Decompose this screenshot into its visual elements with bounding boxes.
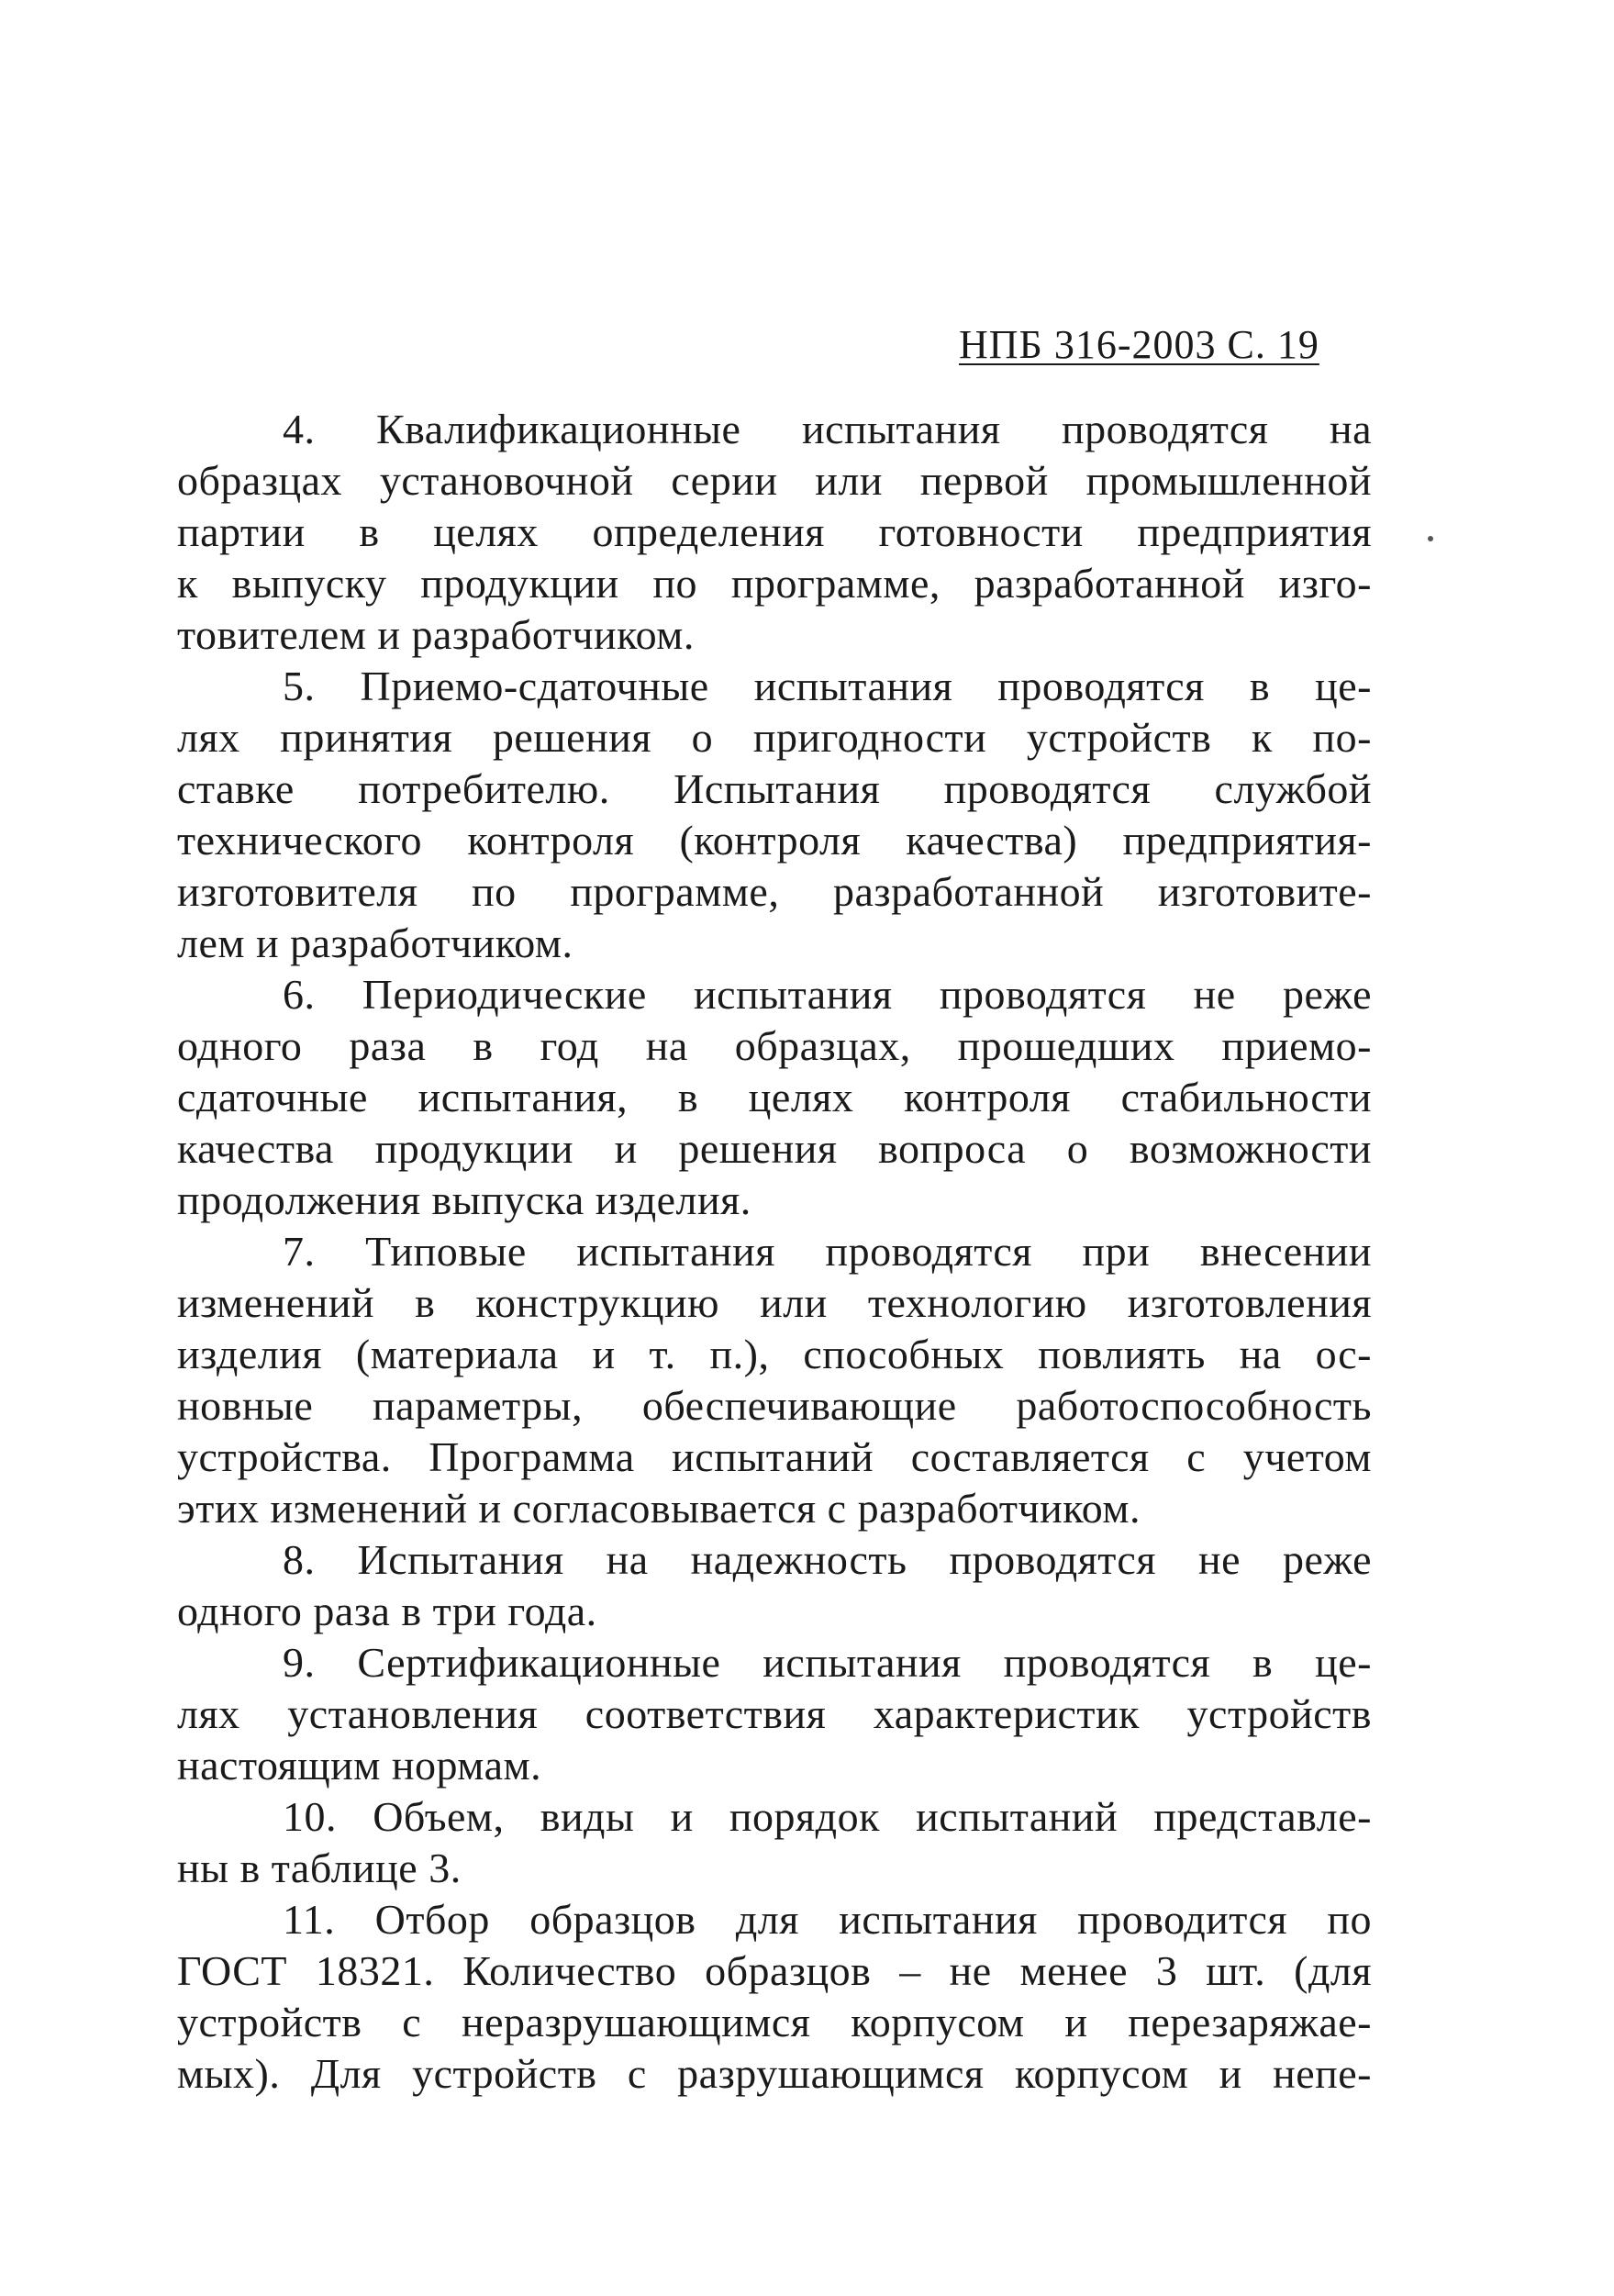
- text-line: устройств с неразрушающимся корпусом и перезаряжае-: [177, 1999, 1372, 2045]
- text-line: технического контроля (контроля качества) предприятия-: [177, 817, 1372, 864]
- text-line: ны в таблице 3.: [177, 1845, 462, 1891]
- text-line: изделия (материала и т. п.), способных повлиять на ос-: [177, 1331, 1372, 1377]
- paragraph: [177, 404, 1372, 661]
- text-line: 11. Отбор образцов для испытания проводится по: [283, 1896, 1372, 1943]
- text-line: одного раза в год на образцах, прошедших приемо-: [177, 1022, 1372, 1069]
- text-line: устройства. Программа испытаний составляется с учетом: [177, 1433, 1372, 1480]
- text-line: 6. Периодические испытания проводятся не реже: [283, 971, 1372, 1018]
- paragraph: [177, 1534, 1372, 1637]
- paragraph: [177, 661, 1372, 969]
- text-line: 4. Квалификационные испытания проводятся на: [283, 406, 1372, 452]
- text-line: 10. Объем, виды и порядок испытаний представле-: [283, 1793, 1372, 1840]
- text-line: лем и разработчиком.: [177, 920, 573, 966]
- text-line: качества продукции и решения вопроса о возможности: [177, 1125, 1372, 1172]
- paragraph: [177, 969, 1372, 1226]
- scan-speck: [1428, 536, 1433, 541]
- text-line: лях принятия решения о пригодности устройств к по-: [177, 714, 1372, 761]
- running-header: НПБ 316-2003 С. 19: [959, 322, 1319, 367]
- text-line: ГОСТ 18321. Количество образцов – не менее 3 шт. (для: [177, 1947, 1372, 1994]
- text-line: лях установления соответствия характеристик устройств: [177, 1690, 1372, 1737]
- paragraph: [177, 1637, 1372, 1791]
- text-line: продолжения выпуска изделия.: [177, 1176, 751, 1223]
- text-line: 8. Испытания на надежность проводятся не реже: [283, 1536, 1372, 1583]
- text-line: изменений в конструкцию или технологию изготовления: [177, 1279, 1372, 1326]
- text-line: ставке потребителю. Испытания проводятся службой: [177, 765, 1372, 812]
- paragraph: [177, 1894, 1372, 2100]
- text-line: партии в целях определения готовности предприятия: [177, 508, 1372, 555]
- text-line: новные параметры, обеспечивающие работоспособность: [177, 1382, 1372, 1429]
- text-line: этих изменений и согласовывается с разработчиком.: [177, 1485, 1141, 1532]
- paragraph: [177, 1226, 1372, 1534]
- text-line: к выпуску продукции по программе, разработанной изго-: [177, 560, 1372, 607]
- text-line: 5. Приемо-сдаточные испытания проводятся в це-: [283, 663, 1372, 709]
- text-line: одного раза в три года.: [177, 1588, 597, 1634]
- text-line: сдаточные испытания, в целях контроля стабильности: [177, 1074, 1372, 1120]
- text-line: изготовителя по программе, разработанной изготовите-: [177, 868, 1372, 915]
- paragraph: [177, 1791, 1372, 1894]
- text-line: мых). Для устройств с разрушающимся корпусом и непе-: [177, 2050, 1372, 2097]
- text-line: образцах установочной серии или первой промышленной: [177, 457, 1372, 504]
- text-line: 7. Типовые испытания проводятся при внесении: [283, 1228, 1372, 1275]
- text-line: настоящим нормам.: [177, 1742, 542, 1789]
- body-text: [177, 404, 1372, 2100]
- text-line: товителем и разработчиком.: [177, 611, 695, 658]
- text-line: 9. Сертификационные испытания проводятся в це-: [283, 1639, 1372, 1686]
